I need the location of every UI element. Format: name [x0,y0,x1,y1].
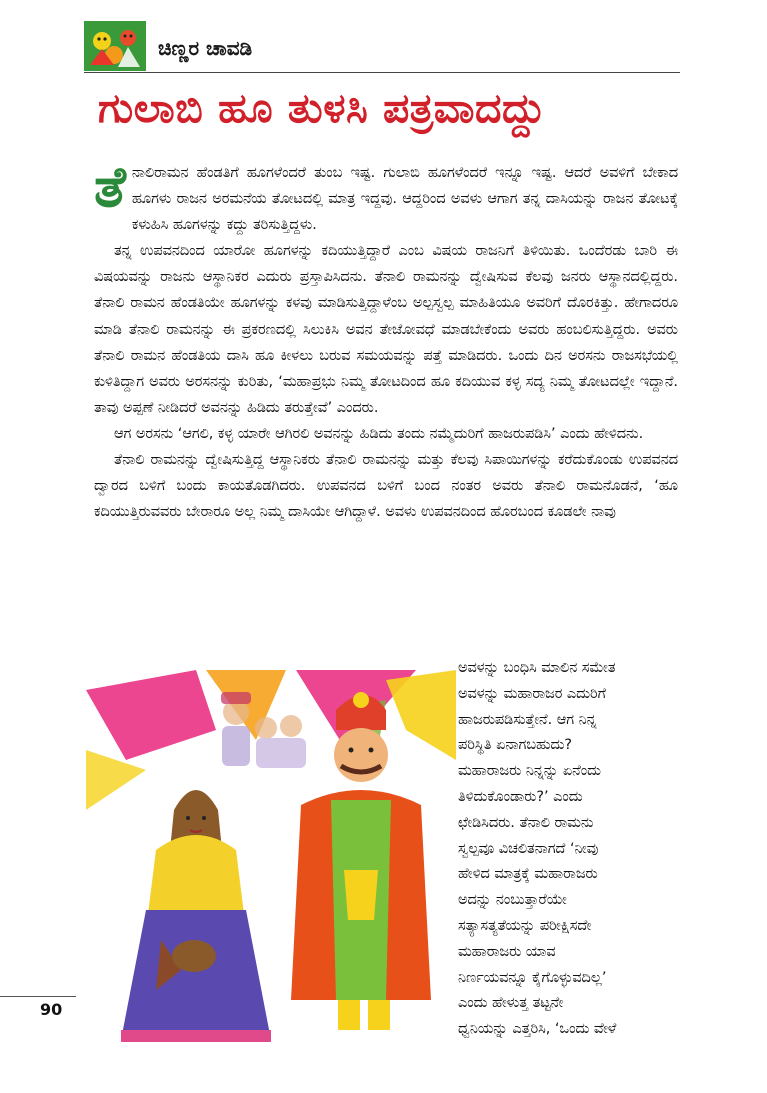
side-line: ಎಂದು ಹೇಳುತ್ತ ತಟ್ಟನೇ [458,995,564,1012]
side-line: ಧ್ವನಿಯನ್ನು ಎತ್ತರಿಸಿ, ‘ಒಂದು ವೇಳೆ [458,1021,617,1038]
side-line: ಹಾಜರುಪಡಿಸುತ್ತೇನೆ. ಆಗ ನಿನ್ನ [458,711,597,728]
page-header [0,0,767,76]
paragraph-1 [94,155,678,238]
side-line: ಅದನ್ನು ನಂಬುತ್ತಾರೆಯೇ [458,892,567,909]
page-number: 90 [40,1000,63,1019]
side-line: ಸ್ವಲ್ಪವೂ ವಿಚಲಿತನಾಗದೆ ‘ನೀವು [458,840,599,857]
side-line: ಮಹಾರಾಜರು ಯಾವ [458,943,556,960]
paragraph-4: ತೆನಾಲಿ ರಾಮನನ್ನು ದ್ವೇಷಿಸುತ್ತಿದ್ದ ಆಸ್ಥಾನಿಕರು ತೆನಾಲಿ ರಾಮನನ್ನು ಮತ್ತು ಕೆಲವು ಸಿಪಾಯಿಗಳನ್ನು ಕರೆದುಕೊಂಡು ಉಪವನದ ದ್ವಾರದ ಬಳಿಗೆ ಬಂದು ಕಾಯತೊಡಗಿದರು. ಉಪವನದ ಬಳಿಗೆ ಬಂದ ನಂತರ ಅವರು ತೆನಾಲಿ ರಾಮನೊಡನೆ, ‘ಹೂ ಕದಿಯುತ್ತಿರುವವರು ಬೇರಾರೂ ಅಲ್ಲ ನಿಮ್ಮ ದಾಸಿಯೇ ಆಗಿದ್ದಾಳೆ. ಅವಳು ಉಪವನದಿಂದ ಹೊರಬಂದ ಕೂಡಲೇ ನಾವು [94,452,678,521]
side-line: ತಿಳಿದುಕೊಂಡಾರು?’ ಎಂದು [458,788,583,805]
side-line: ಸತ್ಯಾಸತ್ಯತೆಯನ್ನು ಪರೀಕ್ಷಿಸದೇ [458,917,592,934]
side-column-text [458,656,680,1043]
side-line: ಮಹಾರಾಜರು ನಿನ್ನನ್ನು ಏನೆಂದು [458,763,602,780]
paragraph-2: ತನ್ನ ಉಪವನದಿಂದ ಯಾರೋ ಹೂಗಳನ್ನು ಕದಿಯುತ್ತಿದ್ದಾರೆ ಎಂಬ ವಿಷಯ ರಾಜನಿಗೆ ತಿಳಿಯಿತು. ಒಂದೆರಡು ಬಾರಿ ಈ ವಿಷಯವನ್ನು ರಾಜನು ಆಸ್ಥಾನಿಕರ ಎದುರು ಪ್ರಸ್ತಾಪಿಸಿದನು. ತೆನಾಲಿ ರಾಮನನ್ನು ದ್ವೇಷಿಸುವ ಕೆಲವು ಜನರು ಆಸ್ಥಾನದಲ್ಲಿದ್ದರು. ತೆನಾಲಿ ರಾಮನ ಹೆಂಡತಿಯೇ ಹೂಗಳನ್ನು ಕಳವು ಮಾಡಿಸುತ್ತಿದ್ದಾಳೆಂಬ ಅಲ್ಪಸ್ವಲ್ಪ ಮಾಹಿತಿಯೂ ಅವರಿಗೆ ದೊರಕಿತ್ತು. ಹೇಗಾದರೂ ಮಾಡಿ ತೆನಾಲಿ ರಾಮನನ್ನು ಈ ಪ್ರಕರಣದಲ್ಲಿ ಸಿಲುಕಿಸಿ ಅವನ ತೇಜೋವಧೆ ಮಾಡಬೇಕೆಂದು ಅವರು ಹಂಬಲಿಸುತ್ತಿದ್ದರು. ಅವರು ತೆನಾಲಿ ರಾಮನ ಹೆಂಡತಿಯ ದಾಸಿ ಹೂ ಕೀಳಲು ಬರುವ ಸಮಯವನ್ನು ಪತ್ತೆ ಮಾಡಿದರು. ಒಂದು ದಿನ ಅರಸನು ರಾಜಸಭೆಯಲ್ಲಿ ಕುಳಿತಿದ್ದಾಗ ಅವರು ಅರಸನನ್ನು ಕುರಿತು, ‘ಮಹಾಪ್ರಭು ನಿಮ್ಮ ತೋಟದಿಂದ ಹೂ ಕದಿಯುವ ಕಳ್ಳ ಸದ್ಯ ನಿಮ್ಮ ತೋಟದಲ್ಲೇ ಇದ್ದಾನೆ. ತಾವು ಅಪ್ಪಣೆ ನೀಡಿದರೆ ಅವನನ್ನು ಹಿಡಿದು ತರುತ್ತೇವೆ’ ಎಂದರು. [94,243,678,416]
drop-cap: ತೆ [94,155,126,220]
side-line: ಹೇಳಿದ ಮಾತ್ರಕ್ಕೆ ಮಹಾರಾಜರು [458,866,598,883]
paragraph-1-text: ನಾಲಿರಾಮನ ಹೆಂಡತಿಗೆ ಹೂಗಳೆಂದರೆ ತುಂಬ ಇಷ್ಟ. ಗುಲಾಬಿ ಹೂಗಳೆಂದರೆ ಇನ್ನೂ ಇಷ್ಟ. ಆದರೆ ಅವಳಿಗೆ ಬೇಕಾದ ಹೂಗಳು ರಾಜನ ಅರಮನೆಯ ತೋಟದಲ್ಲಿ ಮಾತ್ರ ಇದ್ದವು. ಆದ್ದರಿಂದ ಅವಳು ಆಗಾಗ ತನ್ನ ದಾಸಿಯನ್ನು ರಾಜನ ತೋಟಕ್ಕೆ ಕಳುಹಿಸಿ ಹೂಗಳನ್ನು ಕದ್ದು ತರಿಸುತ್ತಿದ್ದಳು. [131,165,678,234]
page-number-rule [0,996,76,997]
header-divider [84,72,680,73]
children-logo-icon [84,21,146,71]
article-title: ಗುಲಾಬಿ ಹೂ ತುಳಸಿ ಪತ್ರವಾದದ್ದು [98,84,546,132]
side-line: ಅವಳನ್ನು ಬಂಧಿಸಿ ಮಾಲಿನ ಸಮೇತ [458,660,616,676]
story-illustration [86,670,456,1045]
article-body [94,155,678,525]
paragraph-3: ಆಗ ಅರಸನು ‘ಆಗಲಿ, ಕಳ್ಳ ಯಾರೇ ಆಗಿರಲಿ ಅವನನ್ನು ಹಿಡಿದು ತಂದು ನಮ್ಮೆದುರಿಗೆ ಹಾಜರುಪಡಿಸಿ’ ಎಂದು ಹೇಳಿದನು. [114,425,644,442]
section-title: ಚಿಣ್ಣರ ಚಾವಡಿ [158,36,253,60]
side-line: ನಿರ್ಣಯವನ್ನೂ ಕೈಗೊಳ್ಳುವದಿಲ್ಲ’ [458,969,607,986]
side-line: ಪರಿಸ್ಥಿತಿ ಏನಾಗಬಹುದು? [458,737,573,754]
side-line: ಅವಳನ್ನು ಮಹಾರಾಜರ ಎದುರಿಗೆ [458,685,606,702]
side-line: ಛೇಡಿಸಿದರು. ತೆನಾಲಿ ರಾಮನು [458,814,594,831]
